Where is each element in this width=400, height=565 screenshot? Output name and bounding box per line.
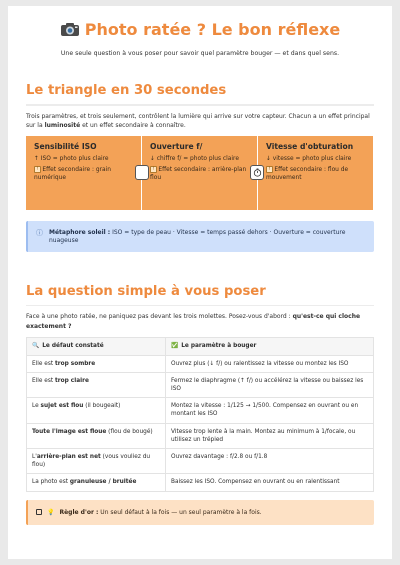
- card-title: Vitesse d'obturation: [266, 141, 354, 151]
- setting-cell: Montez la vitesse : 1/125 → 1/500. Compensez en ouvrant ou en montant les ISO: [166, 398, 374, 423]
- card-secondary: ! Effet secondaire : arrière-plan flou: [150, 166, 247, 182]
- section-heading-question: La question simple à vous poser: [26, 283, 266, 299]
- table-row: [27, 398, 374, 423]
- table-row: [27, 449, 374, 474]
- card-title: Sensibilité ISO: [34, 141, 97, 151]
- info-icon: ⓘ: [36, 228, 43, 237]
- defect-cell: Elle est trop claire: [27, 372, 166, 397]
- defect-cell: La photo est granuleuse / bruitée: [27, 474, 166, 491]
- page-title-text: Photo ratée ? Le bon réflexe: [84, 20, 341, 39]
- defect-cell: L'arrière-plan est net (vous vouliez du flou): [27, 449, 166, 474]
- defect-cell: Le sujet est flou (il bougeait): [27, 398, 166, 423]
- info-note: [26, 221, 374, 252]
- page-subtitle: Une seule question à vous poser pour savoir quel paramètre bouger — et dans quel sens.: [60, 50, 340, 57]
- square-node-icon: [135, 165, 149, 180]
- square-icon: [36, 509, 42, 515]
- section-intro-triangle: Trois paramètres, et trois seulement, contrôlent la lumière qui arrive sur votre capteur. Chacun a un effet principal sur la luminosité et un effet secondaire à connaître.: [26, 112, 370, 130]
- warning-tag-icon: !: [266, 166, 273, 173]
- page-title: [26, 20, 374, 39]
- golden-rule-text: Règle d'or : Un seul défaut à la fois — un seul paramètre à la fois.: [59, 508, 262, 516]
- checkmark-icon: ✅: [171, 343, 179, 350]
- divider: [26, 305, 374, 307]
- card-effect: ↓ vitesse = photo plus claire: [266, 156, 352, 163]
- column-header-defect: 🔍 Le défaut constaté: [27, 338, 166, 355]
- table-row: [27, 372, 374, 397]
- table-row: [27, 423, 374, 448]
- warning-tag-icon: !: [150, 166, 157, 173]
- setting-cell: Vitesse trop lente à la main. Montez au minimum à 1/focale, ou utilisez un trépied: [166, 423, 374, 448]
- section-intro-question: Face à une photo ratée, ne paniquez pas devant les trois molettes. Posez-vous d'abord : qu'est-ce qui cloche exactement ?: [26, 313, 361, 330]
- card-aperture: [142, 136, 258, 210]
- card-secondary: ! Effet secondaire : flou de mouvement: [266, 166, 349, 182]
- golden-rule-callout: [26, 500, 374, 525]
- card-effect: ↓ chiffre f/ = photo plus claire: [150, 156, 239, 163]
- lightbulb-icon: 💡: [47, 508, 55, 516]
- column-header-setting: ✅ Le paramètre à bouger: [166, 338, 374, 355]
- warning-tag-icon: !: [34, 166, 41, 173]
- page: [8, 6, 392, 559]
- setting-cell: Ouvrez plus (↓ f/) ou ralentissez la vitesse ou montez les ISO: [166, 355, 374, 372]
- card-shutter: [258, 136, 374, 210]
- table-row: [27, 474, 374, 491]
- card-iso: [26, 136, 142, 210]
- table-row: [27, 355, 374, 372]
- triangle-cards: [26, 136, 374, 210]
- card-secondary: ! Effet secondaire : grain numérique: [34, 166, 112, 182]
- defect-cell: Elle est trop sombre: [27, 355, 166, 372]
- setting-cell: Baissez les ISO. Compensez en ouvrant ou en ralentissant: [166, 474, 374, 491]
- section-heading-triangle: Le triangle en 30 secondes: [26, 83, 227, 98]
- divider: [26, 104, 374, 106]
- magnifier-icon: 🔍: [32, 343, 40, 350]
- setting-cell: Ouvrez davantage : f/2.8 ou f/1.8: [166, 449, 374, 474]
- defect-cell: Toute l'image est floue (flou de bougé): [27, 423, 166, 448]
- info-note-text: Métaphore soleil : ISO = type de peau · Vitesse = temps passé dehors · Ouverture = couverture nuageuse: [49, 228, 346, 245]
- timer-icon: [250, 165, 264, 180]
- setting-cell: Fermez le diaphragme (↑ f/) ou accélérez la vitesse ou baissez les ISO: [166, 372, 374, 397]
- camera-icon: [60, 22, 80, 37]
- card-effect: ↑ ISO = photo plus claire: [34, 156, 109, 163]
- table-header-row: [27, 338, 374, 355]
- diagnostic-table: [26, 337, 374, 491]
- card-title: Ouverture f/: [150, 141, 203, 151]
